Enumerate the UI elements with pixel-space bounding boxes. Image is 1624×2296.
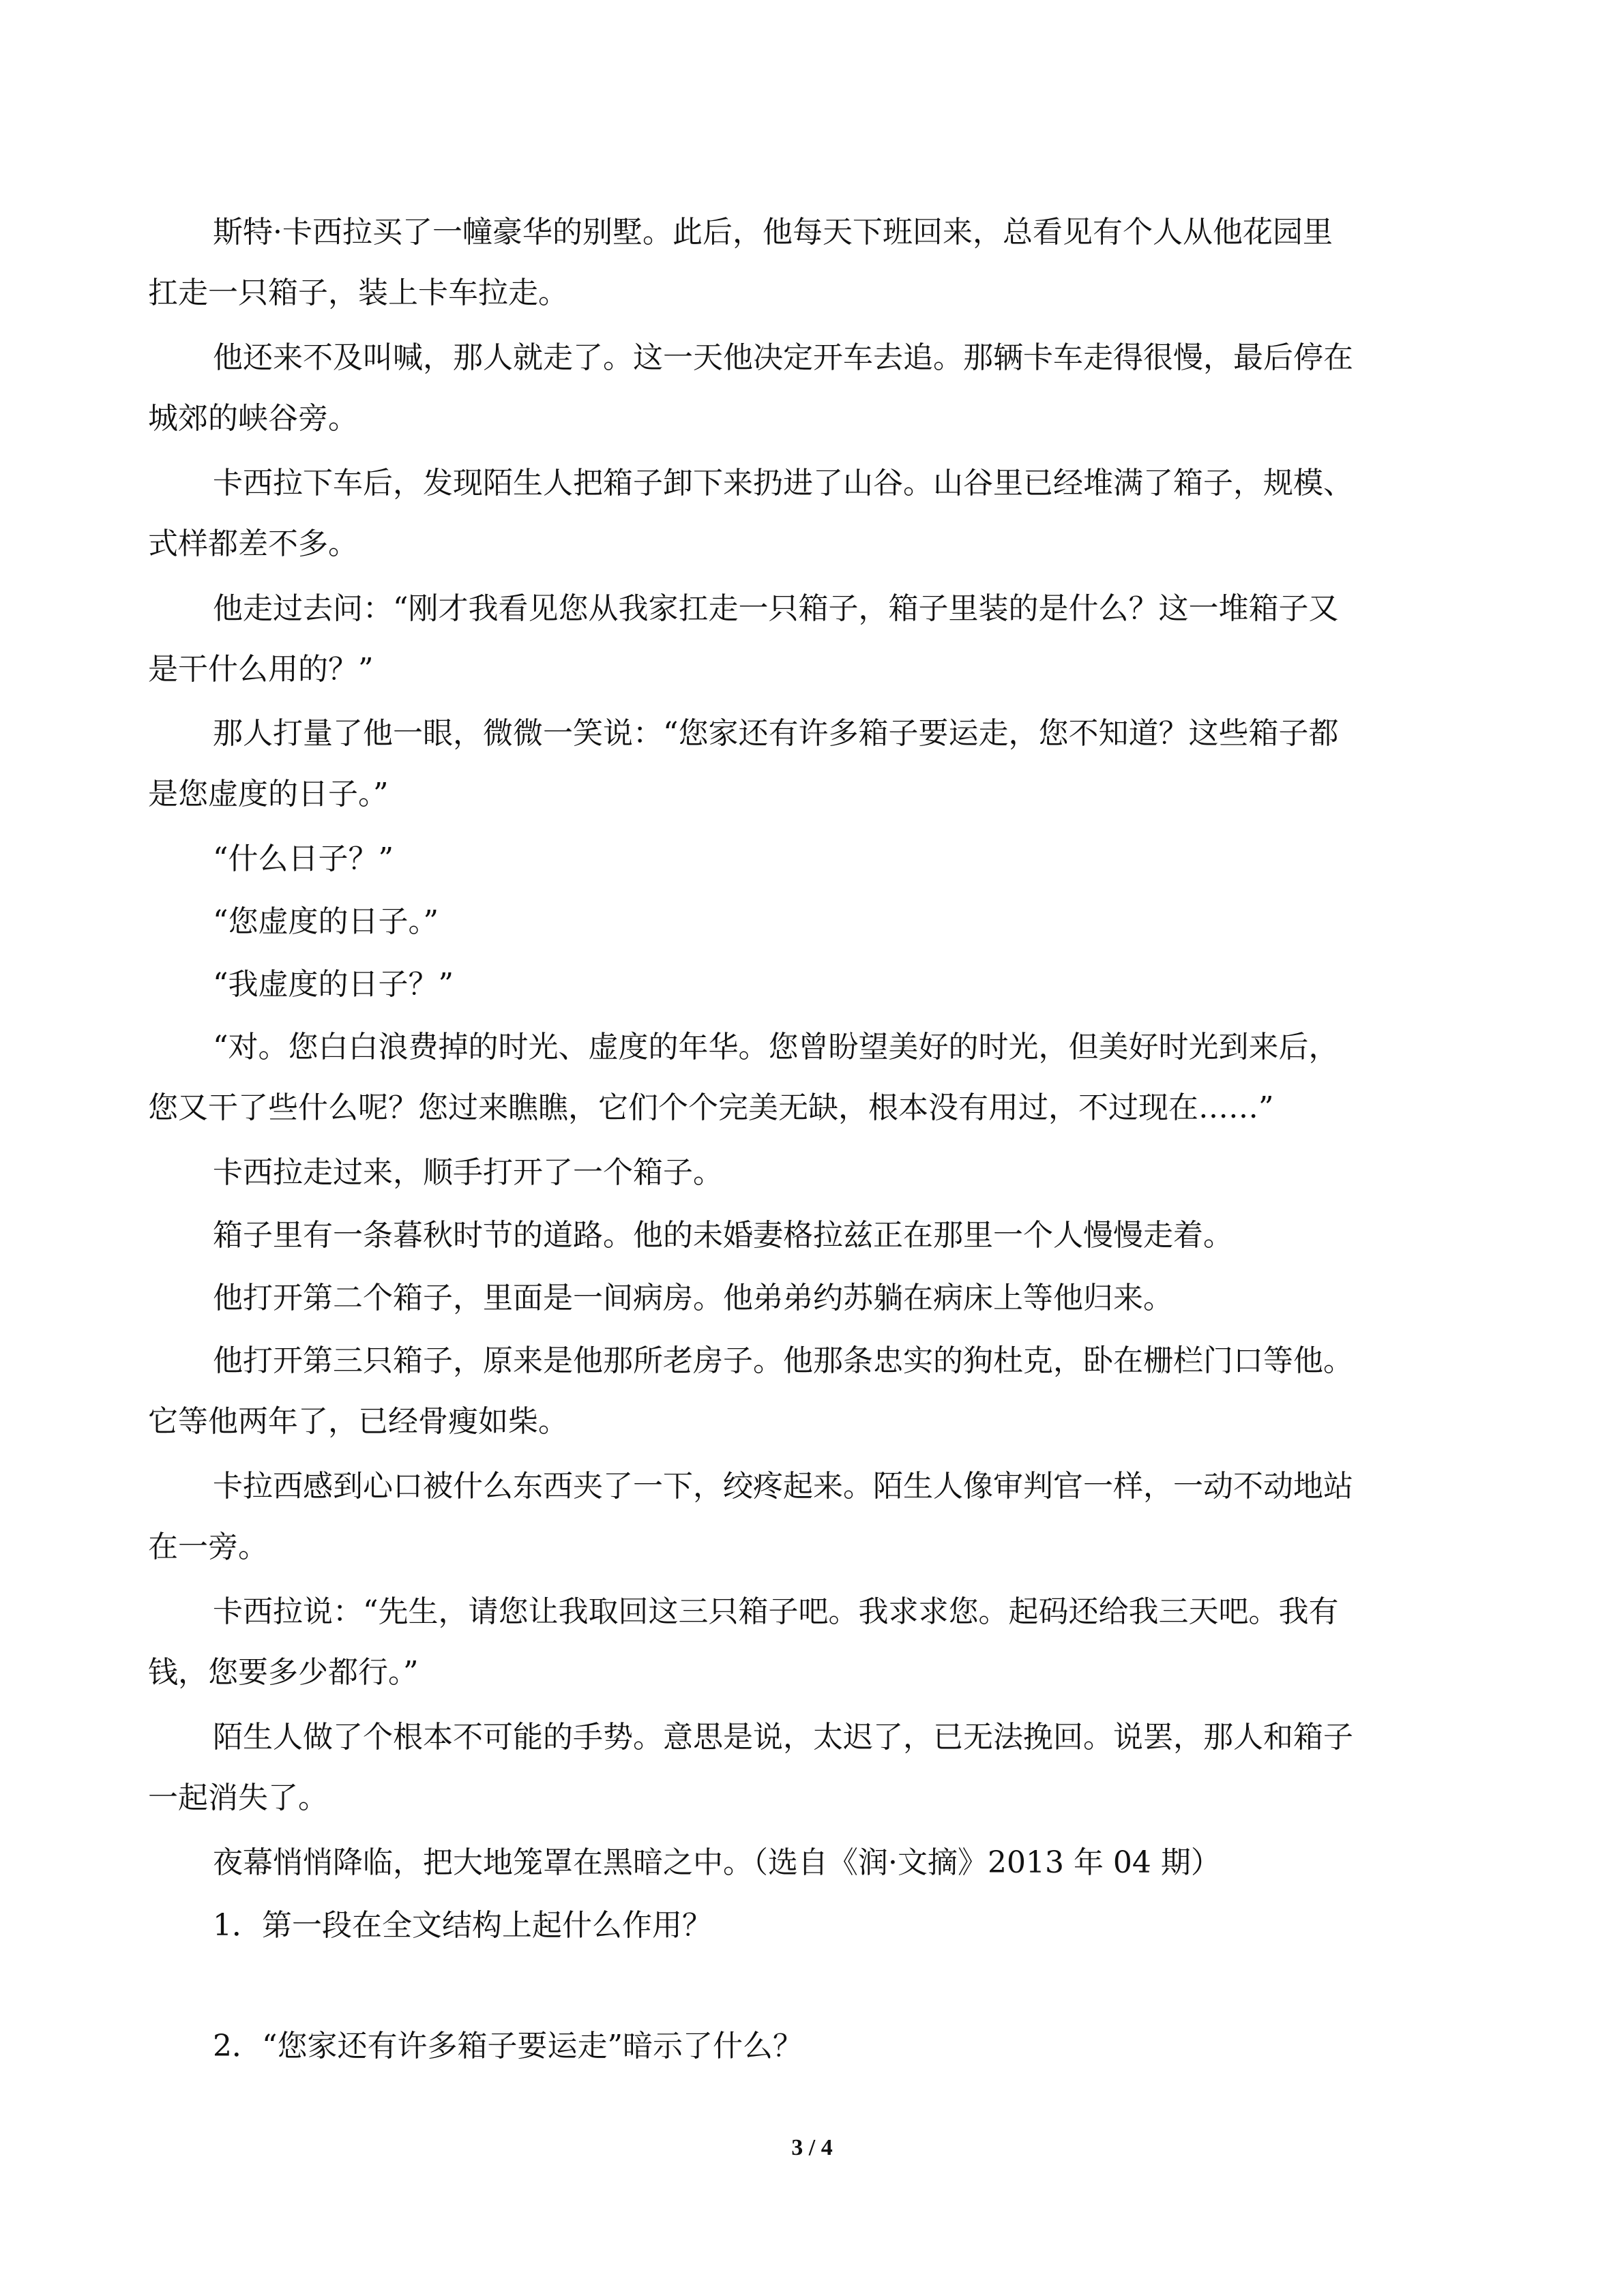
paragraph-line: “对。您白白浪费掉的时光、虚度的年华。您曾盼望美好的时光，但美好时光到来后，	[213, 1030, 1339, 1064]
paragraph-line: 他打开第二个箱子，里面是一间病房。他弟弟约苏躺在病床上等他归来。	[213, 1281, 1173, 1315]
paragraph-line: 扛走一只箱子，装上卡车拉走。	[148, 275, 568, 310]
paragraph-line: 是您虚度的日子。”	[148, 777, 389, 811]
page-number: 3 / 4	[791, 2135, 833, 2160]
paragraph-line: 钱，您要多少都行。”	[148, 1655, 419, 1690]
paragraph-line: 它等他两年了，已经骨瘦如柴。	[148, 1404, 568, 1439]
paragraph-line: 他走过去问：“刚才我看见您从我家扛走一只箱子，箱子里装的是什么？这一堆箱子又	[213, 591, 1339, 626]
paragraph-line: 一起消失了。	[148, 1780, 328, 1815]
paragraph-line: “我虚度的日子？”	[213, 967, 454, 1002]
paragraph-line: 他还来不及叫喊，那人就走了。这一天他决定开车去追。那辆卡车走得很慢，最后停在	[213, 340, 1353, 375]
paragraph-line: 卡拉西感到心口被什么东西夹了一下，绞疼起来。陌生人像审判官一样，一动不动地站	[213, 1469, 1353, 1504]
paragraph-line: 箱子里有一条暮秋时节的道路。他的未婚妻格拉兹正在那里一个人慢慢走着。	[213, 1218, 1233, 1253]
paragraph-line: 那人打量了他一眼，微微一笑说：“您家还有许多箱子要运走，您不知道？这些箱子都	[213, 716, 1339, 751]
paragraph-line: 斯特·卡西拉买了一幢豪华的别墅。此后，他每天下班回来，总看见有个人从他花园里	[213, 215, 1333, 250]
paragraph-line: 城郊的峡谷旁。	[148, 401, 358, 436]
source-citation-line: 夜幕悄悄降临，把大地笼罩在黑暗之中。（选自《润·文摘》2013 年 04 期）	[213, 1845, 1221, 1880]
paragraph-line: 他打开第三只箱子，原来是他那所老房子。他那条忠实的狗杜克，卧在栅栏门口等他。	[213, 1343, 1353, 1378]
question-2: 2．“您家还有许多箱子要运走”暗示了什么？	[213, 2029, 803, 2063]
paragraph-line: 在一旁。	[148, 1530, 268, 1564]
paragraph-line: 式样都差不多。	[148, 526, 358, 561]
paragraph-line: 是干什么用的？”	[148, 652, 374, 687]
question-1: 1．第一段在全文结构上起什么作用？	[213, 1908, 712, 1943]
paragraph-line: 卡西拉走过来，顺手打开了一个箱子。	[213, 1155, 723, 1190]
paragraph-line: “您虚度的日子。”	[213, 904, 439, 939]
paragraph-line: “什么日子？”	[213, 841, 394, 876]
paragraph-line: 您又干了些什么呢？您过来瞧瞧，它们个个完美无缺，根本没有用过，不过现在……”	[148, 1090, 1274, 1125]
paragraph-line: 卡西拉下车后，发现陌生人把箱子卸下来扔进了山谷。山谷里已经堆满了箱子，规模、	[213, 466, 1353, 501]
paragraph-line: 陌生人做了个根本不可能的手势。意思是说，太迟了，已无法挽回。说罢，那人和箱子	[213, 1720, 1353, 1755]
paragraph-line: 卡西拉说：“先生，请您让我取回这三只箱子吧。我求求您。起码还给我三天吧。我有	[213, 1594, 1339, 1629]
